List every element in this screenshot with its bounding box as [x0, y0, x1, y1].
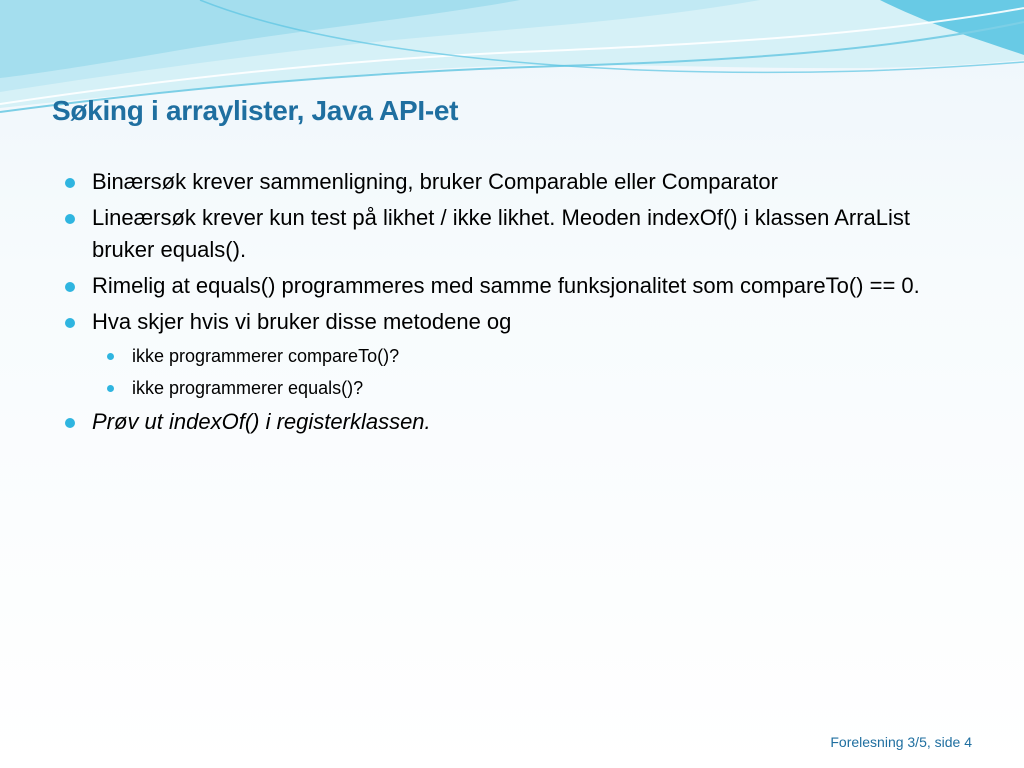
bullet-item	[62, 306, 972, 338]
bullet-item	[62, 166, 972, 198]
sub-bullet-dot-icon	[107, 353, 114, 360]
bullet-dot-icon	[65, 178, 75, 188]
sub-bullet-dot-icon	[107, 385, 114, 392]
sub-bullet-item	[62, 342, 972, 370]
bullet-item	[62, 270, 972, 302]
bullet-text: Hva skjer hvis vi bruker disse metodene og	[92, 309, 512, 334]
bullet-item	[62, 406, 972, 438]
sub-bullet-text: ikke programmerer equals()?	[132, 378, 364, 398]
slide-footer: Forelesning 3/5, side 4	[830, 734, 972, 750]
bullet-text: Lineærsøk krever kun test på likhet / ikke likhet. Meoden indexOf() i klassen ArraList bruker equals().	[92, 205, 911, 262]
sub-bullet-item	[62, 374, 972, 402]
bullet-list	[62, 166, 972, 442]
slide-title: Søking i arraylister, Java API-et	[52, 95, 459, 126]
bullet-dot-icon	[65, 318, 75, 328]
bullet-text: Rimelig at equals() programmeres med samme funksjonalitet som compareTo() == 0.	[92, 273, 920, 298]
bullet-text: Binærsøk krever sammenligning, bruker Comparable eller Comparator	[92, 169, 778, 194]
bullet-dot-icon	[65, 282, 75, 292]
bullet-dot-icon	[65, 214, 75, 224]
bullet-dot-icon	[65, 418, 75, 428]
sub-bullet-text: ikke programmerer compareTo()?	[132, 346, 400, 366]
bullet-item	[62, 202, 972, 266]
bullet-text-italic: Prøv ut indexOf() i registerklassen.	[92, 409, 431, 434]
